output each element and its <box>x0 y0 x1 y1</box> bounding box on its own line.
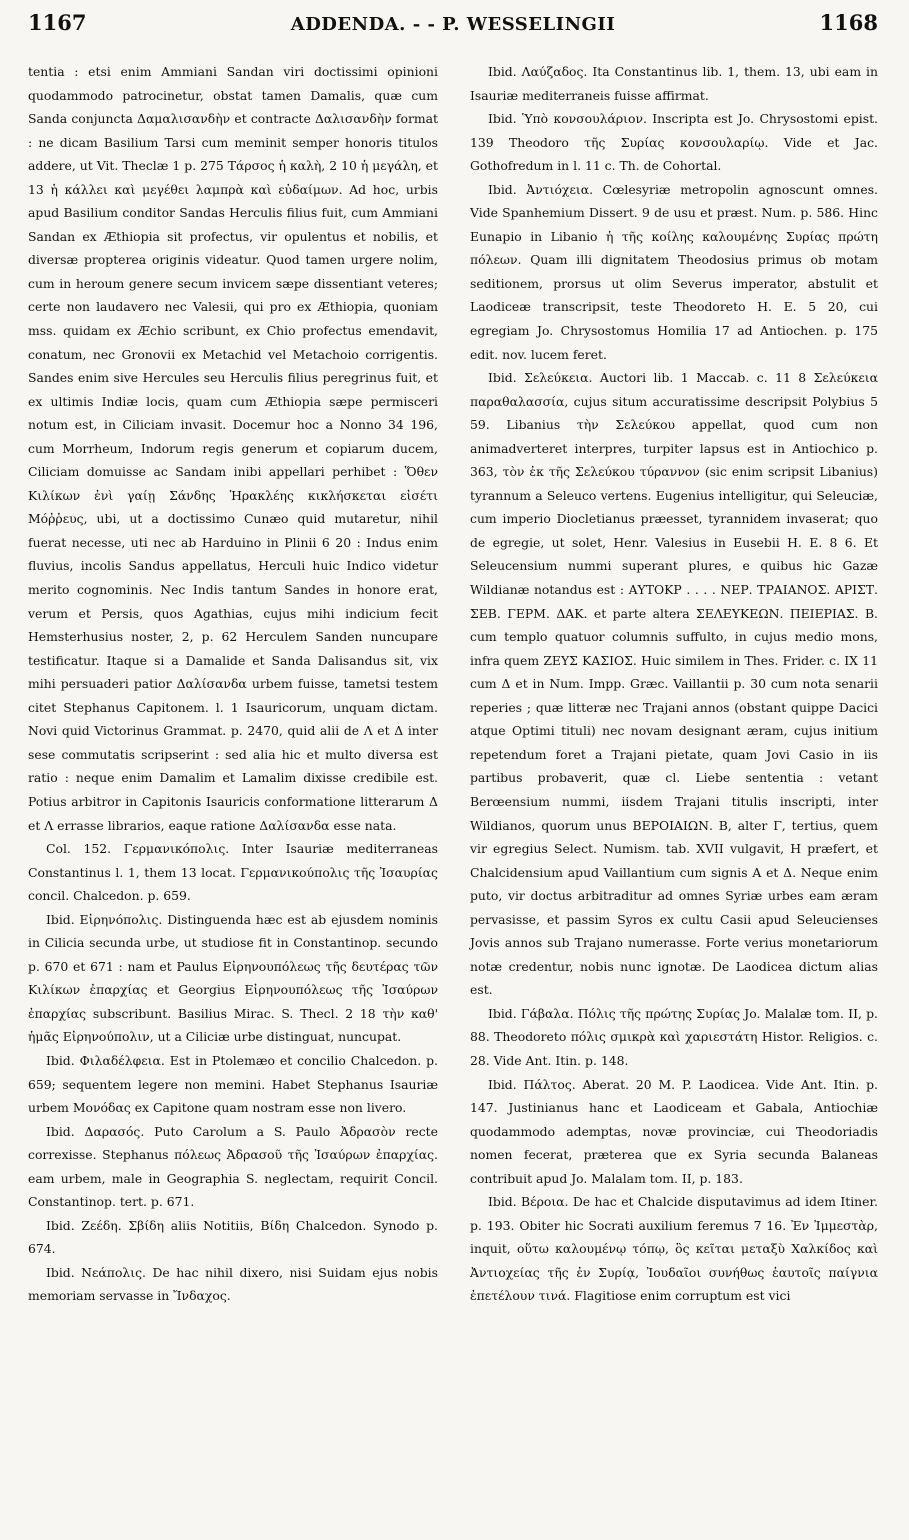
paragraph: Ibid. Ὑπὸ κονσουλάριον. Inscripta est Jo. Chrysostomi epist. 139 Theodoro τῆς Συρίας κονσουλαρίῳ. Vide et Jac. Gothofredum in l. 11 c. Th. de Cohortal. <box>470 111 878 174</box>
page-number-right: 1168 <box>819 10 878 35</box>
paragraph: Ibid. Φιλαδέλφεια. Est in Ptolemæo et concilio Chalcedon. p. 659; sequentem legere non memini. Habet Stephanus Isauriæ urbem Μονόδας ex Capitone quam nostram esse non livero. <box>28 1052 438 1116</box>
left-column <box>28 60 438 1308</box>
paragraph: Ibid. Ζεέδη. Σβίδη aliis Notitiis, Βίδη Chalcedon. Synodo p. 674. <box>28 1217 438 1257</box>
running-title: ADDENDA. - - P. WESSELINGII <box>290 14 616 35</box>
paragraph: Ibid. Γάβαλα. Πόλις τῆς πρώτης Συρίας Jo. Malalæ tom. II, p. 88. Theodoreto πόλις σμικρὰ καὶ χαριεστάτη Histor. Religios. c. 28. Vide Ant. Itin. p. 148. <box>470 1005 878 1068</box>
page-number-left: 1167 <box>28 10 87 35</box>
paragraph: tentia : etsi enim Ammiani Sandan viri doctissimi opinioni quodammodo patrocinetur, obstat tamen Damalis, quæ cum Sanda conjuncta Δαμαλισανδὴν et contracte Δαλισανδὴν format : ne dicam Basilium Tarsi cum meminit semper honoris titulos addere, ut Vit. Theclæ 1 p. 275 Τάρσος ἡ καλὴ, 2 10 ἡ μεγάλη, et 13 ἡ κάλλει καὶ μεγέθει λαμπρὰ καὶ εὐδαίμων. Ad hoc, urbis apud Basilium conditor Sandas Herculis filius fuit, cum Ammiani Sandan ex Æthiopia sit profectus, vir opulentus et nobilis, et diversæ propterea originis videatur. Quod tamen urgere nolim, cum in heroum genere secum invicem sæpe dissentiant veteres; certe non laudavero nec Valesii, qui pro ex Æthiopia, quoniam mss. quidam ex Æchio scribunt, ex Chio profectus emendavit, conatum, nec Gronovii ex Metachid vel Metachoio corrigentis. Sandes enim sive Hercules seu Herculis filius peregrinus fuit, et ex ultimis Indiæ locis, quam cum Æthiopia sæpe permisceri notum est, in Ciliciam invasit. Docemur hoc a Nonno 34 196, cum Morrheum, Indorum regis generum et copiarum ducem, Ciliciam domuisse ac Sandam inibi appellari perhibet : Ὅθεν Κιλίκων ἐνὶ γαίῃ Σάνδης Ἡρακλέης κικλήσκεται εἰσέτι Μόῤῥευς, ubi, ut a doctissimo Cunæo quid mutaretur, nihil fuerat necesse, uti nec ab Harduino in Plinii 6 20 : Indus enim fluvius, incolis Sandus appellatus, Herculi huic Indico videtur merito cognominis. Nec Indis tantum Sandes in honore erat, verum et Persis, quos Agathias, cujus mihi indicium fecit Hemsterhusius noster, 2, p. 62 Herculem Sanden nuncupare testificatur. Itaque si a Damalide et Sanda Dalisandus sit, vix mihi persuaderi patior Δαλίσανδα urbem fuisse, tametsi testem citet Stephanus Capitonem. l. 1 Isauricorum, unquam dictam. Novi quid Victorinus Grammat. p. 2470, quid alii de Λ et Δ inter sese commutatis scripserint : sed alia hic et multo diversa est ratio : neque enim Damalim et Lamalim dixisse credibile est. Potius arbitror in Capitonis Isauricis conformatione litterarum Δ et Λ errasse librarios, eaque ratione Δαλίσανδα esse nata. <box>28 64 438 833</box>
paragraph: Ibid. Πάλτος. Aberat. 20 M. P. Laodicea. Vide Ant. Itin. p. 147. Justinianus hanc et Laodiceam et Gabala, Antiochiæ quodammodo ademptas, novæ provinciæ, cui Theodoriadis nomen fecerat, præterea que ex Syria secunda Balaneas contribuit apud Jo. Malalam tom. II, p. 183. <box>470 1076 878 1186</box>
paragraph: Ibid. Σελεύκεια. Auctori lib. 1 Maccab. c. 11 8 Σελεύκεια παραθαλασσία, cujus situm accuratissime descripsit Polybius 5 59. Libanius τὴν Σελεύκου appellat, quod cum non animadverteret interpres, turpiter lapsus est in Antiochico p. 363, τὸν ἐκ τῆς Σελεύκου τύραννον (sic enim scripsit Libanius) tyrannum a Seleuco vertens. Eugenius intelligitur, qui Seleuciæ, cum imperio Diocletianus præesset, tyrannidem invaserat; quo de egregie, ut solet, Henr. Valesius in Eusebii H. E. 8 6. Et Seleucensium nummi superant plures, e quibus hic Gazæ Wildianæ notandus est : ΑΥΤΟΚΡ . . . . ΝΕΡ. ΤΡΑΙΑΝΟΣ. ΑΡΙΣΤ. ΣΕΒ. ΓΕΡΜ. ΔΑΚ. et parte altera ΣΕΛΕΥΚΕΩΝ. ΠΕΙΕΡΙΑΣ. Β. cum templo quatuor columnis suffulto, in cujus medio mons, infra quem ΖΕΥΣ ΚΑΣΙΟΣ. Huic similem in Thes. Frider. c. IX 11 cum Δ et in Num. Impp. Græc. Vaillantii p. 30 cum nota senarii reperies ; quæ litteræ nec Trajani annos (obstant quippe Dacici atque Optimi tituli) nec novam designant æram, cujus initium repetendum foret a Trajani pietate, quam Jovi Casio in iis partibus probaverit, quæ cl. Liebe sententia : vetant Berœensium nummi, iisdem Trajani titulis inscripti, inter Wildianos, quorum unus ΒΕΡΟΙΑΙΩΝ. Β, alter Γ, tertius, quem vir egregius Select. Numism. tab. XVII vulgavit, Η præfert, et Chalcidensium apud Vaillantium cum signis Α et Δ. Neque enim puto, vir doctus arbitraditur ad omnes Syriæ urbes eam æram pervasisse, et passim Syros ex cultu Casii apud Seleucienses Jovis annos sub Trajano numerasse. Forte verius monetariorum notæ credentur, nobis nunc ignotæ. De Laodicea dictum alias est. <box>470 370 878 998</box>
page-header <box>28 10 878 50</box>
paragraph: Ibid. Δαρασός. Puto Carolum a S. Paulo Ἀδρασὸν recte correxisse. Stephanus πόλεως Ἀδρασοῦ τῆς Ἰσαύρων ἐπαρχίας. eam urbem, male in Geographia S. neglectam, requirit Concil. Constantinop. tert. p. 671. <box>28 1123 438 1210</box>
paragraph: Ibid. Νεάπολις. De hac nihil dixero, nisi Suidam ejus nobis memoriam servasse in Ἴνδαχος. <box>28 1264 438 1304</box>
paragraph: Ibid. Εἰρηνόπολις. Distinguenda hæc est ab ejusdem nominis in Cilicia secunda urbe, ut studiose fit in Constantinop. secundo p. 670 et 671 : nam et Paulus Εἰρηνουπόλεως τῆς δευτέρας τῶν Κιλίκων ἐπαρχίας et Georgius Εἰρηνουπόλεως τῆς Ἰσαύρων ἐπαρχίας subscribunt. Basilius Mirac. S. Thecl. 2 18 τὴν καθ' ἡμᾶς Εἰρηνούπολιν, ut a Ciliciæ urbe distinguat, nuncupat. <box>28 911 438 1045</box>
paragraph: Ibid. Ἀντιόχεια. Cœlesyriæ metropolin agnoscunt omnes. Vide Spanhemium Dissert. 9 de usu et præst. Num. p. 586. Hinc Eunapio in Libanio ἡ τῆς κοίλης καλουμένης Συρίας πρώτη πόλεων. Quam illi dignitatem Theodosius primus ob motam seditionem, prorsus ut olim Severus imperator, abstulit et Laodiceæ transcripsit, teste Theodoreto H. E. 5 20, cui egregiam Jo. Chrysostomus Homilia 17 ad Antiochen. p. 175 edit. nov. lucem feret. <box>470 181 878 362</box>
paragraph: Ibid. Λαύζαδος. Ita Constantinus lib. 1, them. 13, ubi eam in Isauriæ mediterraneis fuisse affirmat. <box>470 64 878 103</box>
paragraph: Col. 152. Γερμανικόπολις. Inter Isauriæ mediterraneas Constantinus l. 1, them 13 locat. Γερμανικούπολις τῆς Ἰσαυρίας concil. Chalcedon. p. 659. <box>28 841 438 904</box>
right-column <box>470 60 878 1308</box>
paragraph: Ibid. Βέροια. De hac et Chalcide disputavimus ad idem Itiner. p. 193. Obiter hic Socrati auxilium feremus 7 16. Ἐν Ἰμμεστὰρ, inquit, οὕτω καλουμένῳ τόπῳ, ὃς κεῖται μεταξὺ Χαλκίδος καὶ Ἀντιοχείας τῆς ἐν Συρίᾳ, Ἰουδαῖοι συνήθως ἑαυτοῖς παίγνια ἐπετέλουν τινά. Flagitiose enim corruptum est vici <box>470 1194 878 1304</box>
